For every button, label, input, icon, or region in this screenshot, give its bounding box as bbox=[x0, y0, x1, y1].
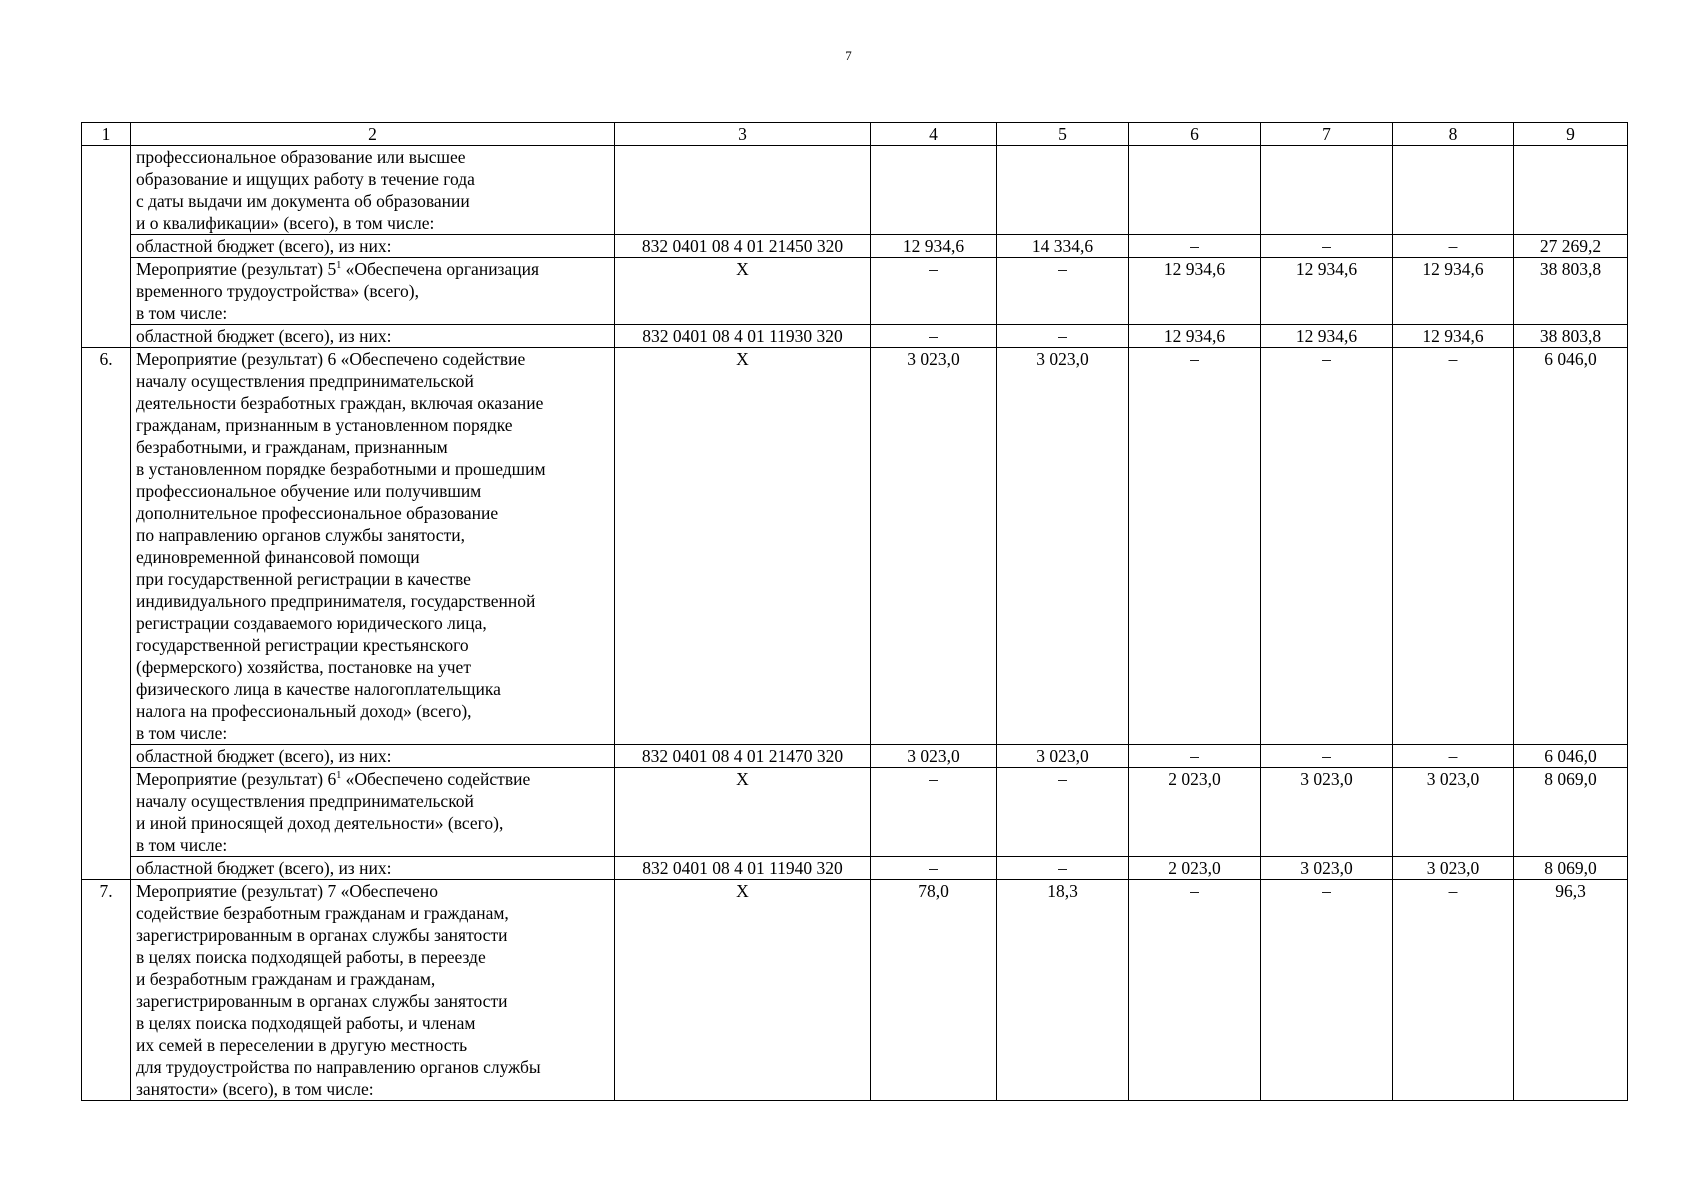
row-value-4: – bbox=[871, 768, 997, 857]
row-value-4: 78,0 bbox=[871, 880, 997, 1101]
row-value-7: 3 023,0 bbox=[1261, 857, 1393, 880]
row-code: Х bbox=[615, 768, 871, 857]
row-value-8: – bbox=[1393, 745, 1514, 768]
row-value-6: 12 934,6 bbox=[1129, 325, 1261, 348]
table-row bbox=[82, 768, 1628, 857]
row-value-8: 12 934,6 bbox=[1393, 258, 1514, 325]
row-value-5: – bbox=[997, 325, 1129, 348]
row-description: Мероприятие (результат) 7 «Обеспечено содействие безработным гражданам и гражданам, зарегистрированным в органах службы занятости в целях поиска подходящей работы, в переезде и безработным гражданам и гражданам, зарегистрированным в органах службы занятости в целях поиска подходящей работы, и членам их семей в переселении в другую местность для трудоустройства по направлению органов службы занятости» (всего), в том числе: bbox=[131, 880, 615, 1101]
row-value-9: 8 069,0 bbox=[1514, 768, 1628, 857]
description-suffix: «Обеспечена организация временного трудоустройства» (всего), в том числе: bbox=[136, 259, 540, 323]
row-value-5: – bbox=[997, 768, 1129, 857]
row-number: 7. bbox=[82, 880, 131, 1101]
row-value-6: – bbox=[1129, 880, 1261, 1101]
row-value-9 bbox=[1514, 146, 1628, 235]
row-value-8: – bbox=[1393, 235, 1514, 258]
row-value-7: – bbox=[1261, 745, 1393, 768]
row-number bbox=[82, 146, 131, 348]
table-row bbox=[82, 325, 1628, 348]
row-value-8: 3 023,0 bbox=[1393, 768, 1514, 857]
row-value-4: 12 934,6 bbox=[871, 235, 997, 258]
row-value-8 bbox=[1393, 146, 1514, 235]
header-cell: 6 bbox=[1129, 123, 1261, 146]
header-cell: 1 bbox=[82, 123, 131, 146]
header-cell: 5 bbox=[997, 123, 1129, 146]
row-description bbox=[131, 258, 615, 325]
row-value-6: – bbox=[1129, 348, 1261, 745]
superscript: 1 bbox=[336, 770, 342, 782]
table-row bbox=[82, 880, 1628, 1101]
row-value-4: 3 023,0 bbox=[871, 348, 997, 745]
row-value-6: 12 934,6 bbox=[1129, 258, 1261, 325]
row-value-8: – bbox=[1393, 348, 1514, 745]
row-value-5: 3 023,0 bbox=[997, 348, 1129, 745]
row-value-5: – bbox=[997, 857, 1129, 880]
row-value-9: 96,3 bbox=[1514, 880, 1628, 1101]
row-value-5: 18,3 bbox=[997, 880, 1129, 1101]
row-description: профессиональное образование или высшее образование и ищущих работу в течение года с даты выдачи им документа об образовании и о квалификации» (всего), в том числе: bbox=[131, 146, 615, 235]
header-cell: 2 bbox=[131, 123, 615, 146]
row-value-7: 12 934,6 bbox=[1261, 325, 1393, 348]
row-code bbox=[615, 146, 871, 235]
row-code: Х bbox=[615, 258, 871, 325]
table-row bbox=[82, 348, 1628, 745]
row-value-7: – bbox=[1261, 235, 1393, 258]
header-cell: 9 bbox=[1514, 123, 1628, 146]
header-row bbox=[82, 123, 1628, 146]
row-value-9: 38 803,8 bbox=[1514, 325, 1628, 348]
budget-table bbox=[81, 122, 1628, 1101]
row-value-7: 12 934,6 bbox=[1261, 258, 1393, 325]
row-value-7: 3 023,0 bbox=[1261, 768, 1393, 857]
row-value-6 bbox=[1129, 146, 1261, 235]
description-suffix: «Обеспечено содействие началу осуществления предпринимательской и иной приносящей доход деятельности» (всего), в том числе: bbox=[136, 769, 531, 855]
superscript: 1 bbox=[336, 260, 342, 272]
row-description: областной бюджет (всего), из них: bbox=[131, 857, 615, 880]
table-row bbox=[82, 857, 1628, 880]
table-row bbox=[82, 235, 1628, 258]
row-value-7: – bbox=[1261, 880, 1393, 1101]
row-description: Мероприятие (результат) 6 «Обеспечено содействие началу осуществления предпринимательской деятельности безработных граждан, включая оказание гражданам, признанным в установленном порядке безработными, и гражданам, признанным в установленном порядке безработными и прошедшим профессиональное обучение или получившим дополнительное профессиональное образование по направлению органов службы занятости, единовременной финансовой помощи при государственной регистрации в качестве индивидуального предпринимателя, государственной регистрации создаваемого юридического лица, государственной регистрации крестьянского (фермерского) хозяйства, постановке на учет физического лица в качестве налогоплательщика налога на профессиональный доход» (всего), в том числе: bbox=[131, 348, 615, 745]
row-value-4 bbox=[871, 146, 997, 235]
table-row bbox=[82, 146, 1628, 235]
row-value-9: 6 046,0 bbox=[1514, 348, 1628, 745]
description-prefix: Мероприятие (результат) 5 bbox=[136, 259, 337, 279]
header-cell: 3 bbox=[615, 123, 871, 146]
row-description: областной бюджет (всего), из них: bbox=[131, 745, 615, 768]
row-value-6: – bbox=[1129, 235, 1261, 258]
row-code: 832 0401 08 4 01 21470 320 bbox=[615, 745, 871, 768]
table-row bbox=[82, 745, 1628, 768]
page-number: 7 bbox=[845, 48, 852, 63]
row-value-9: 27 269,2 bbox=[1514, 235, 1628, 258]
row-value-7 bbox=[1261, 146, 1393, 235]
row-value-9: 38 803,8 bbox=[1514, 258, 1628, 325]
row-value-5: 3 023,0 bbox=[997, 745, 1129, 768]
header-cell: 7 bbox=[1261, 123, 1393, 146]
row-code: 832 0401 08 4 01 11930 320 bbox=[615, 325, 871, 348]
row-code: Х bbox=[615, 880, 871, 1101]
row-value-9: 8 069,0 bbox=[1514, 857, 1628, 880]
row-code: Х bbox=[615, 348, 871, 745]
row-value-8: 12 934,6 bbox=[1393, 325, 1514, 348]
row-value-8: – bbox=[1393, 880, 1514, 1101]
row-value-6: – bbox=[1129, 745, 1261, 768]
row-number: 6. bbox=[82, 348, 131, 880]
row-description: областной бюджет (всего), из них: bbox=[131, 235, 615, 258]
row-description: областной бюджет (всего), из них: bbox=[131, 325, 615, 348]
row-value-5 bbox=[997, 146, 1129, 235]
row-value-4: – bbox=[871, 258, 997, 325]
header-cell: 8 bbox=[1393, 123, 1514, 146]
row-value-4: – bbox=[871, 325, 997, 348]
row-value-6: 2 023,0 bbox=[1129, 857, 1261, 880]
table-row bbox=[82, 258, 1628, 325]
row-code: 832 0401 08 4 01 11940 320 bbox=[615, 857, 871, 880]
row-value-4: 3 023,0 bbox=[871, 745, 997, 768]
row-value-8: 3 023,0 bbox=[1393, 857, 1514, 880]
row-value-4: – bbox=[871, 857, 997, 880]
row-value-5: – bbox=[997, 258, 1129, 325]
header-cell: 4 bbox=[871, 123, 997, 146]
row-value-6: 2 023,0 bbox=[1129, 768, 1261, 857]
row-description bbox=[131, 768, 615, 857]
row-value-9: 6 046,0 bbox=[1514, 745, 1628, 768]
row-code: 832 0401 08 4 01 21450 320 bbox=[615, 235, 871, 258]
description-prefix: Мероприятие (результат) 6 bbox=[136, 769, 337, 789]
row-value-5: 14 334,6 bbox=[997, 235, 1129, 258]
row-value-7: – bbox=[1261, 348, 1393, 745]
